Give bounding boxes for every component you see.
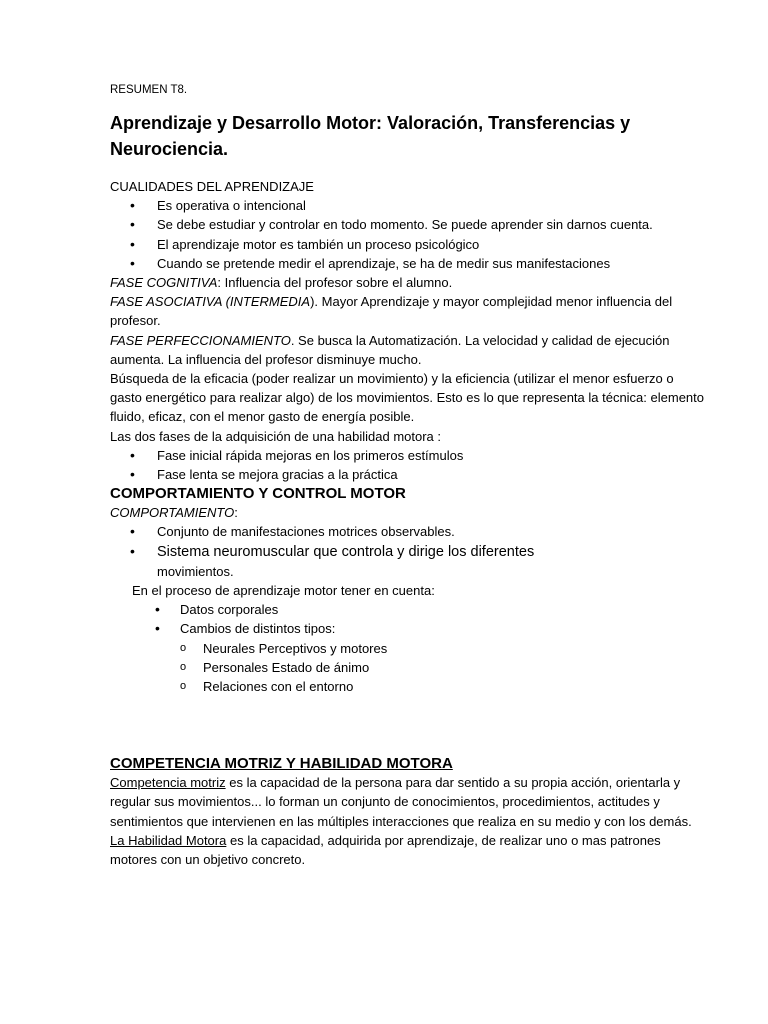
section-heading-cualidades: CUALIDADES DEL APRENDIZAJE xyxy=(110,179,314,194)
comportamiento-list xyxy=(110,522,708,581)
comportamiento-label: COMPORTAMIENTO xyxy=(110,505,235,521)
spacer xyxy=(110,696,708,754)
list-item: • Conjunto de manifestaciones motrices observables. xyxy=(110,522,708,541)
list-item: • Fase lenta se mejora gracias a la práctica xyxy=(110,465,708,484)
list-item: • Cambios de distintos tipos: xyxy=(110,619,708,638)
list-item: o Personales Estado de ánimo xyxy=(110,658,708,677)
habilidad-paragraph xyxy=(110,831,708,869)
cambios-list xyxy=(110,639,708,697)
document-title: Aprendizaje y Desarrollo Motor: Valoración, Transferencias y Neurociencia. xyxy=(110,113,631,159)
list-item: • Es operativa o intencional xyxy=(110,196,708,215)
list-item-big-text: Sistema neuromuscular que controla y dirige los diferentes xyxy=(157,543,535,560)
fase-asociativa-label: FASE ASOCIATIVA (INTERMEDIA xyxy=(110,294,311,310)
list-item: • Fase inicial rápida mejoras en los primeros estímulos xyxy=(110,446,708,465)
summary-label: RESUMEN T8. xyxy=(110,84,188,96)
fase-perfeccionamiento-label: FASE PERFECCIONAMIENTO xyxy=(110,332,291,348)
eficacia-paragraph: Búsqueda de la eficacia (poder realizar un movimiento) y la eficiencia (utilizar el menor esfuerzo o gasto energético para realizar algo) de los movimientos. Esto es lo que representa la técnica: elemento fluido, eficaz, con el menor gasto de energía posible. xyxy=(110,371,704,425)
habilidad-text: es la capacidad, adquirida por aprendizaje, de realizar uno o mas patrones motores con un objetivo concreto. xyxy=(110,832,661,868)
list-item xyxy=(110,542,708,581)
fase-cognitiva-label: FASE COGNITIVA xyxy=(110,275,218,291)
competencia-text: es la capacidad de la persona para dar sentido a su propia acción, orientarla y regular sus movimientos... lo forman un conjunto de conocimientos, procedimientos, actitudes y sentimientos que intervienen en las múltiples interacciones que realiza en su medio y con los demás. xyxy=(110,775,692,829)
list-item: o Relaciones con el entorno xyxy=(110,677,708,696)
proceso-list xyxy=(110,600,708,638)
fases-list xyxy=(110,446,708,484)
fase-perfeccionamiento xyxy=(110,331,708,369)
comportamiento-label-line xyxy=(110,503,708,522)
list-item-rest-text: movimientos. xyxy=(157,563,234,579)
competencia-paragraph xyxy=(110,773,708,831)
proceso-paragraph: En el proceso de aprendizaje motor tener en cuenta: xyxy=(132,583,435,599)
competencia-term: Competencia motriz xyxy=(110,775,226,791)
habilidad-term: La Habilidad Motora xyxy=(110,832,227,848)
list-item: • Cuando se pretende medir el aprendizaje, se ha de medir sus manifestaciones xyxy=(110,254,708,273)
section-heading-competencia: COMPETENCIA MOTRIZ Y HABILIDAD MOTORA xyxy=(110,755,453,773)
comportamiento-colon: : xyxy=(234,505,238,521)
list-item: • Datos corporales xyxy=(110,600,708,619)
list-item: • El aprendizaje motor es también un proceso psicológico xyxy=(110,235,708,254)
list-item: o Neurales Perceptivos y motores xyxy=(110,639,708,658)
fase-cognitiva-text: : Influencia del profesor sobre el alumno. xyxy=(217,275,453,291)
cualidades-list xyxy=(110,196,708,273)
fase-cognitiva xyxy=(110,273,708,292)
list-item: • Se debe estudiar y controlar en todo momento. Se puede aprender sin darnos cuenta. xyxy=(110,215,708,234)
fase-perfeccionamiento-text: . Se busca la Automatización. La velocidad y calidad de ejecución aumenta. La influencia del profesor disminuye mucho. xyxy=(110,332,670,367)
fase-asociativa xyxy=(110,292,708,330)
section-heading-comportamiento: COMPORTAMIENTO Y CONTROL MOTOR xyxy=(110,485,406,503)
dos-fases-paragraph: Las dos fases de la adquisición de una habilidad motora : xyxy=(110,428,441,444)
fase-asociativa-text: ). Mayor Aprendizaje y mayor complejidad menor influencia del profesor. xyxy=(110,294,673,329)
